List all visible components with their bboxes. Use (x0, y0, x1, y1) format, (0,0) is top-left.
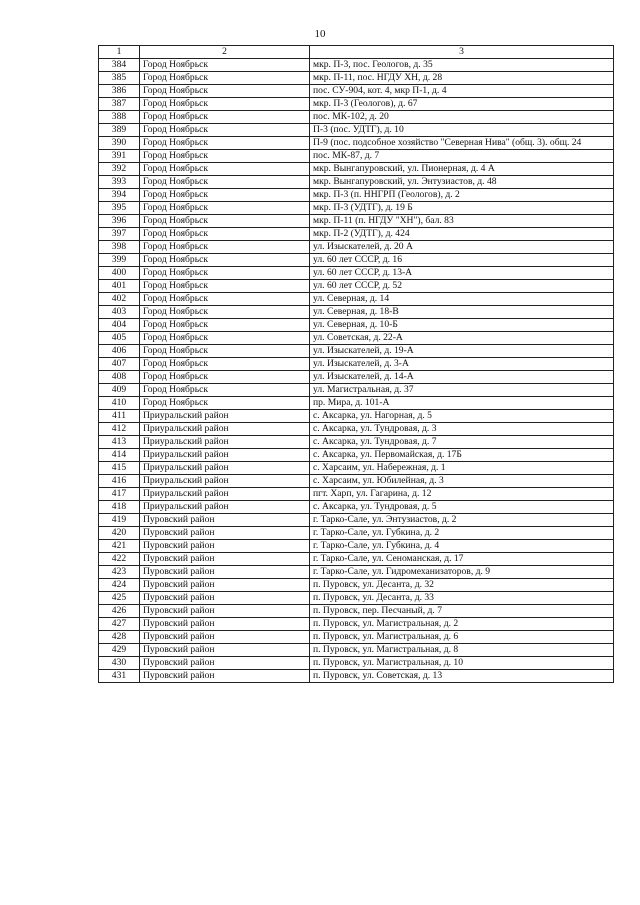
table-row (99, 449, 614, 462)
row-region: Город Ноябрьск (140, 150, 310, 163)
row-region: Город Ноябрьск (140, 319, 310, 332)
row-address: ул. Советская, д. 22-А (310, 332, 614, 345)
row-region: Приуральский район (140, 410, 310, 423)
row-address: с. Аксарка, ул. Нагорная, д. 5 (310, 410, 614, 423)
row-address: с. Аксарка, ул. Тундровая, д. 7 (310, 436, 614, 449)
table-row (99, 306, 614, 319)
row-number: 406 (99, 345, 140, 358)
row-region: Приуральский район (140, 475, 310, 488)
table-row (99, 592, 614, 605)
row-address: ул. Изыскателей, д. 19-А (310, 345, 614, 358)
table-row (99, 527, 614, 540)
row-number: 430 (99, 657, 140, 670)
table-row (99, 59, 614, 72)
row-number: 403 (99, 306, 140, 319)
row-address: пос. СУ-904, кот. 4, мкр П-1, д. 4 (310, 85, 614, 98)
table-row (99, 410, 614, 423)
row-address: мкр. П-3 (Геологов), д. 67 (310, 98, 614, 111)
table-row (99, 436, 614, 449)
row-number: 420 (99, 527, 140, 540)
row-address: ул. Изыскателей, д. 3-А (310, 358, 614, 371)
table-row (99, 189, 614, 202)
row-region: Приуральский район (140, 423, 310, 436)
row-region: Город Ноябрьск (140, 280, 310, 293)
row-region: Город Ноябрьск (140, 215, 310, 228)
row-address: П-9 (пос. подсобное хозяйство "Северная Нива" (общ. 3). общ. 24 (310, 137, 614, 150)
table-row (99, 371, 614, 384)
row-number: 422 (99, 553, 140, 566)
row-region: Город Ноябрьск (140, 254, 310, 267)
table-row (99, 423, 614, 436)
row-address: мкр. П-3 (УДТГ), д. 19 Б (310, 202, 614, 215)
row-number: 417 (99, 488, 140, 501)
row-address: г. Тарко-Сале, ул. Сеноманская, д. 17 (310, 553, 614, 566)
table-row (99, 514, 614, 527)
row-address: г. Тарко-Сале, ул. Губкина, д. 4 (310, 540, 614, 553)
table-row (99, 631, 614, 644)
row-address: с. Аксарка, ул. Первомайская, д. 17Б (310, 449, 614, 462)
row-number: 426 (99, 605, 140, 618)
table-body (99, 59, 614, 683)
row-region: Приуральский район (140, 462, 310, 475)
row-region: Город Ноябрьск (140, 59, 310, 72)
row-address: ул. Изыскателей, д. 20 А (310, 241, 614, 254)
row-address: мкр. П-3 (п. ННГРП (Геологов), д. 2 (310, 189, 614, 202)
row-number: 389 (99, 124, 140, 137)
row-number: 414 (99, 449, 140, 462)
row-address: ул. 60 лет СССР, д. 13-А (310, 267, 614, 280)
row-address: г. Тарко-Сале, ул. Энтузиастов, д. 2 (310, 514, 614, 527)
table-row (99, 267, 614, 280)
row-address: п. Пуровск, ул. Десанта, д. 32 (310, 579, 614, 592)
row-region: Приуральский район (140, 449, 310, 462)
table-row (99, 241, 614, 254)
row-address: мкр. П-11 (п. НГДУ "ХН"), бал. 83 (310, 215, 614, 228)
table-row (99, 501, 614, 514)
row-number: 386 (99, 85, 140, 98)
table-row (99, 618, 614, 631)
table-row (99, 202, 614, 215)
row-region: Пуровский район (140, 566, 310, 579)
row-number: 429 (99, 644, 140, 657)
row-region: Город Ноябрьск (140, 397, 310, 410)
table-row (99, 124, 614, 137)
row-address: мкр. П-11, пос. НГДУ ХН, д. 28 (310, 72, 614, 85)
row-number: 419 (99, 514, 140, 527)
row-address: мкр. Вынгапуровский, ул. Энтузиастов, д. 48 (310, 176, 614, 189)
table-row (99, 137, 614, 150)
row-region: Город Ноябрьск (140, 293, 310, 306)
row-number: 395 (99, 202, 140, 215)
table-row (99, 553, 614, 566)
row-region: Пуровский район (140, 605, 310, 618)
row-number: 401 (99, 280, 140, 293)
row-address: п. Пуровск, ул. Советская, д. 13 (310, 670, 614, 683)
row-number: 425 (99, 592, 140, 605)
table-row (99, 332, 614, 345)
row-number: 405 (99, 332, 140, 345)
row-address: пр. Мира, д. 101-А (310, 397, 614, 410)
row-region: Пуровский район (140, 644, 310, 657)
row-address: п. Пуровск, ул. Магистральная, д. 6 (310, 631, 614, 644)
row-number: 392 (99, 163, 140, 176)
row-region: Город Ноябрьск (140, 371, 310, 384)
table-row (99, 280, 614, 293)
row-number: 428 (99, 631, 140, 644)
row-region: Пуровский район (140, 631, 310, 644)
row-number: 399 (99, 254, 140, 267)
row-region: Город Ноябрьск (140, 137, 310, 150)
address-table (98, 45, 614, 683)
row-number: 390 (99, 137, 140, 150)
table-row (99, 397, 614, 410)
row-region: Пуровский район (140, 618, 310, 631)
table-row (99, 72, 614, 85)
row-region: Пуровский район (140, 592, 310, 605)
table-row (99, 566, 614, 579)
row-address: ул. Северная, д. 18-В (310, 306, 614, 319)
row-number: 384 (99, 59, 140, 72)
table-row (99, 254, 614, 267)
row-address: пгт. Харп, ул. Гагарина, д. 12 (310, 488, 614, 501)
table-row (99, 176, 614, 189)
row-number: 418 (99, 501, 140, 514)
row-region: Город Ноябрьск (140, 241, 310, 254)
table-row (99, 644, 614, 657)
table-row (99, 384, 614, 397)
row-number: 391 (99, 150, 140, 163)
column-header-region: 2 (140, 46, 310, 59)
row-address: п. Пуровск, пер. Песчаный, д. 7 (310, 605, 614, 618)
row-number: 424 (99, 579, 140, 592)
row-number: 402 (99, 293, 140, 306)
row-region: Приуральский район (140, 488, 310, 501)
row-number: 412 (99, 423, 140, 436)
row-number: 407 (99, 358, 140, 371)
row-address: п. Пуровск, ул. Магистральная, д. 10 (310, 657, 614, 670)
row-number: 416 (99, 475, 140, 488)
row-region: Город Ноябрьск (140, 345, 310, 358)
row-number: 400 (99, 267, 140, 280)
table-row (99, 111, 614, 124)
row-region: Город Ноябрьск (140, 111, 310, 124)
row-region: Город Ноябрьск (140, 332, 310, 345)
row-number: 421 (99, 540, 140, 553)
row-number: 393 (99, 176, 140, 189)
table-row (99, 488, 614, 501)
column-header-number: 1 (99, 46, 140, 59)
row-region: Город Ноябрьск (140, 124, 310, 137)
row-region: Город Ноябрьск (140, 85, 310, 98)
row-region: Город Ноябрьск (140, 358, 310, 371)
row-number: 410 (99, 397, 140, 410)
row-address: п. Пуровск, ул. Десанта, д. 33 (310, 592, 614, 605)
row-region: Город Ноябрьск (140, 72, 310, 85)
table-row (99, 98, 614, 111)
row-address: с. Харсаим, ул. Набережная, д. 1 (310, 462, 614, 475)
row-number: 394 (99, 189, 140, 202)
row-region: Город Ноябрьск (140, 202, 310, 215)
row-number: 408 (99, 371, 140, 384)
row-address: г. Тарко-Сале, ул. Губкина, д. 2 (310, 527, 614, 540)
row-region: Город Ноябрьск (140, 384, 310, 397)
table-row (99, 150, 614, 163)
row-number: 387 (99, 98, 140, 111)
row-number: 427 (99, 618, 140, 631)
row-address: с. Харсаим, ул. Юбилейная, д. 3 (310, 475, 614, 488)
table-row (99, 293, 614, 306)
table-row (99, 579, 614, 592)
row-number: 409 (99, 384, 140, 397)
row-region: Пуровский район (140, 657, 310, 670)
table-row (99, 215, 614, 228)
row-address: г. Тарко-Сале, ул. Гидромеханизаторов, д. 9 (310, 566, 614, 579)
row-number: 415 (99, 462, 140, 475)
table-row (99, 319, 614, 332)
row-address: ул. Магистральная, д. 37 (310, 384, 614, 397)
row-number: 413 (99, 436, 140, 449)
row-address: ул. 60 лет СССР, д. 52 (310, 280, 614, 293)
row-region: Город Ноябрьск (140, 176, 310, 189)
table-header (99, 46, 614, 59)
row-number: 411 (99, 410, 140, 423)
row-region: Город Ноябрьск (140, 228, 310, 241)
row-address: пос. МК-87, д. 7 (310, 150, 614, 163)
row-region: Пуровский район (140, 670, 310, 683)
table-row (99, 540, 614, 553)
row-region: Город Ноябрьск (140, 306, 310, 319)
row-region: Город Ноябрьск (140, 267, 310, 280)
table-row (99, 358, 614, 371)
row-region: Приуральский район (140, 501, 310, 514)
row-number: 396 (99, 215, 140, 228)
row-address: мкр. Вынгапуровский, ул. Пионерная, д. 4 А (310, 163, 614, 176)
row-region: Пуровский район (140, 514, 310, 527)
row-number: 397 (99, 228, 140, 241)
table-row (99, 345, 614, 358)
row-number: 388 (99, 111, 140, 124)
table-row (99, 163, 614, 176)
table-row (99, 670, 614, 683)
row-region: Пуровский район (140, 553, 310, 566)
table-row (99, 475, 614, 488)
row-address: ул. Северная, д. 14 (310, 293, 614, 306)
table-row (99, 605, 614, 618)
row-address: ул. 60 лет СССР, д. 16 (310, 254, 614, 267)
table-row (99, 85, 614, 98)
table-row (99, 657, 614, 670)
row-address: п. Пуровск, ул. Магистральная, д. 8 (310, 644, 614, 657)
row-address: пос. МК-102, д. 20 (310, 111, 614, 124)
column-header-address: 3 (310, 46, 614, 59)
row-address: мкр. П-2 (УДТГ), д. 424 (310, 228, 614, 241)
row-address: мкр. П-3, пос. Геологов, д. 35 (310, 59, 614, 72)
row-address: ул. Северная, д. 10-Б (310, 319, 614, 332)
row-region: Город Ноябрьск (140, 163, 310, 176)
row-region: Пуровский район (140, 579, 310, 592)
header-row (99, 46, 614, 59)
row-region: Пуровский район (140, 527, 310, 540)
row-address: с. Аксарка, ул. Тундровая, д. 3 (310, 423, 614, 436)
row-address: ул. Изыскателей, д. 14-А (310, 371, 614, 384)
row-address: п. Пуровск, ул. Магистральная, д. 2 (310, 618, 614, 631)
row-address: П-3 (пос. УДТГ), д. 10 (310, 124, 614, 137)
table-row (99, 462, 614, 475)
row-number: 431 (99, 670, 140, 683)
row-address: с. Аксарка, ул. Тундровая, д. 5 (310, 501, 614, 514)
row-region: Приуральский район (140, 436, 310, 449)
row-number: 404 (99, 319, 140, 332)
row-number: 385 (99, 72, 140, 85)
row-region: Город Ноябрьск (140, 189, 310, 202)
row-number: 423 (99, 566, 140, 579)
table-row (99, 228, 614, 241)
row-region: Пуровский район (140, 540, 310, 553)
row-number: 398 (99, 241, 140, 254)
row-region: Город Ноябрьск (140, 98, 310, 111)
page-number: 10 (314, 28, 326, 40)
